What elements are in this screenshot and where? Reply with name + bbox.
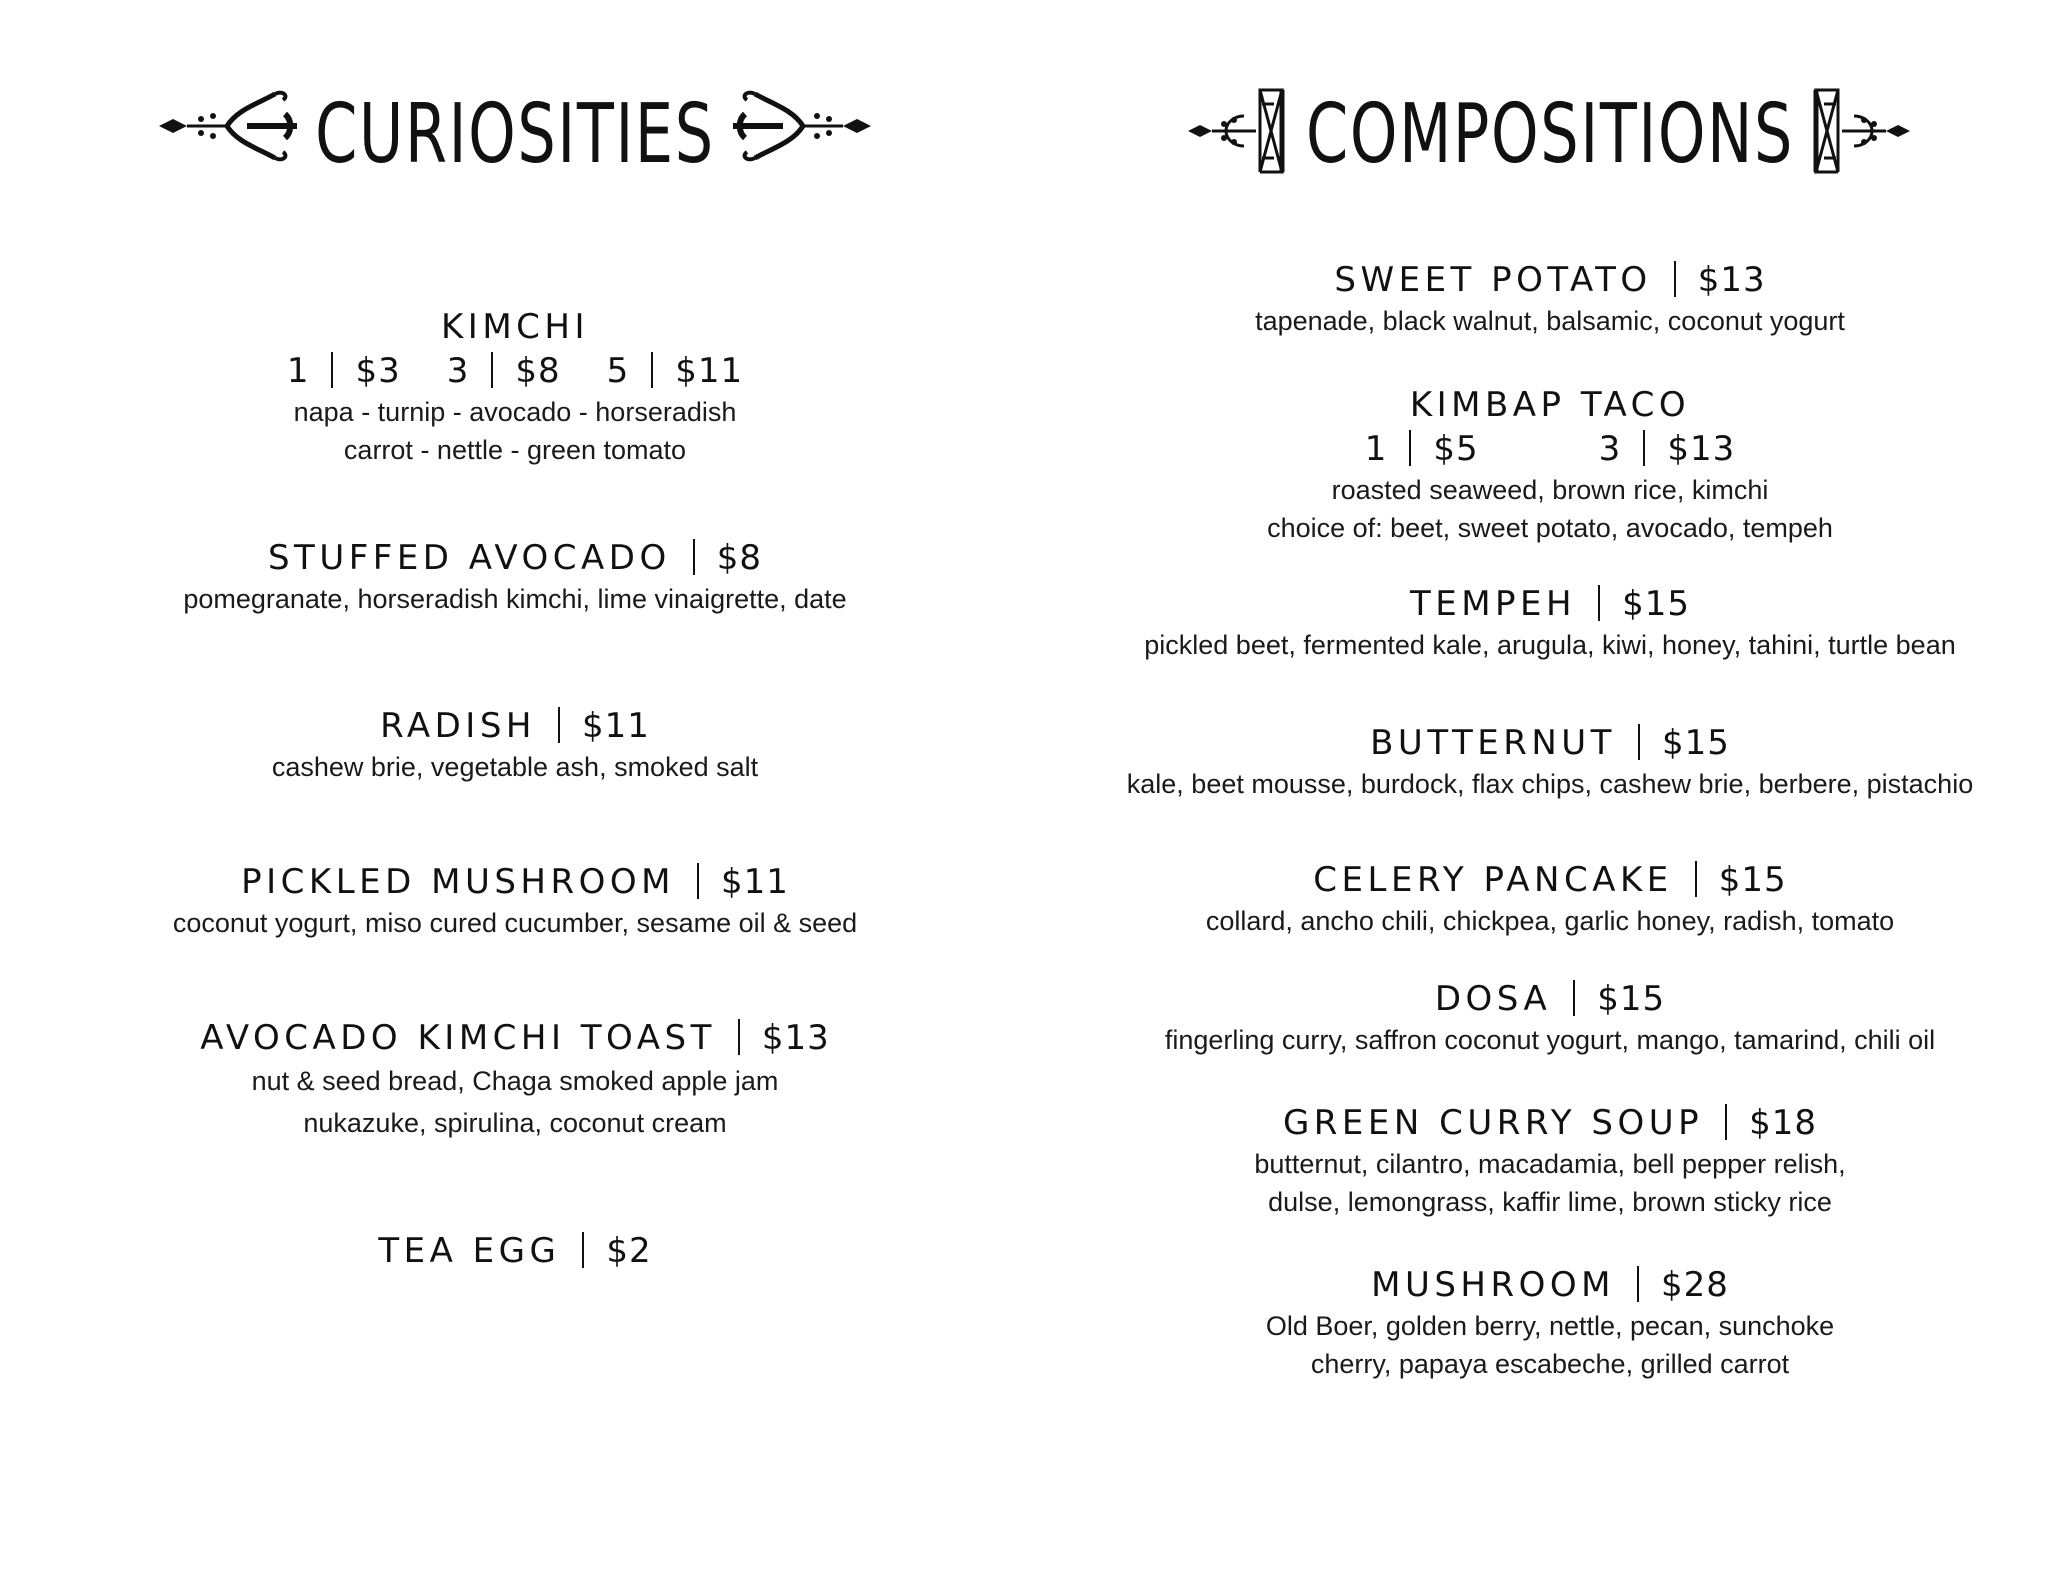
price-tier: 5 $11 <box>606 351 744 391</box>
menu-item-mushroom <box>1110 1263 1990 1383</box>
menu-item-green-curry-soup <box>1110 1101 1990 1221</box>
item-name: BUTTERNUT <box>1370 723 1616 763</box>
item-price: $13 <box>1697 260 1766 300</box>
compositions-title: COMPOSITIONS <box>1305 87 1795 182</box>
item-name: CELERY PANCAKE <box>1313 860 1673 900</box>
compositions-header <box>1110 80 1990 190</box>
menu-item-kimchi <box>140 305 890 469</box>
menu-item-kimbap-taco <box>1110 383 1990 547</box>
item-name: AVOCADO KIMCHI TOAST <box>200 1018 716 1058</box>
item-name: GREEN CURRY SOUP <box>1282 1103 1704 1143</box>
item-name: TEA EGG <box>378 1231 561 1271</box>
item-description: roasted seaweed, brown rice, kimchi <box>1331 475 1769 505</box>
item-description: cashew brie, vegetable ash, smoked salt <box>271 752 759 782</box>
item-price: $15 <box>1622 584 1691 624</box>
menu-item-dosa <box>1110 977 1990 1059</box>
item-description: carrot - nettle - green tomato <box>343 435 687 465</box>
curiosities-header <box>140 80 890 190</box>
item-name: KIMBAP TACO <box>1409 385 1691 425</box>
item-name: RADISH <box>380 706 536 746</box>
menu-item-tempeh <box>1110 582 1990 664</box>
item-description: butternut, cilantro, macadamia, bell pepper relish, <box>1254 1149 1846 1179</box>
menu-item-sweet-potato <box>1110 258 1990 340</box>
menu-item-stuffed-avocado <box>140 536 890 618</box>
item-description: choice of: beet, sweet potato, avocado, tempeh <box>1267 513 1833 543</box>
item-price: $13 <box>761 1018 830 1058</box>
item-description: collard, ancho chili, chickpea, garlic honey, radish, tomato <box>1205 906 1895 936</box>
item-description: pomegranate, horseradish kimchi, lime vinaigrette, date <box>183 584 847 614</box>
item-name: TEMPEH <box>1409 584 1577 624</box>
item-description: pickled beet, fermented kale, arugula, kiwi, honey, tahini, turtle bean <box>1144 630 1956 660</box>
item-description: tapenade, black walnut, balsamic, coconut yogurt <box>1255 306 1845 336</box>
item-description: fingerling curry, saffron coconut yogurt, mango, tamarind, chili oil <box>1164 1025 1936 1055</box>
item-price: $11 <box>720 862 789 902</box>
price-tier: 1 $3 <box>286 351 401 391</box>
item-price: $15 <box>1597 979 1666 1019</box>
item-name: STUFFED AVOCADO <box>267 538 671 578</box>
item-price: $11 <box>581 706 650 746</box>
curiosities-title: CURIOSITIES <box>315 87 715 182</box>
item-description: nut & seed bread, Chaga smoked apple jam <box>251 1066 779 1096</box>
menu-item-celery-pancake <box>1110 858 1990 940</box>
menu-item-butternut <box>1110 721 1990 803</box>
item-description: coconut yogurt, miso cured cucumber, sesame oil & seed <box>172 908 858 938</box>
item-description: kale, beet mousse, burdock, flax chips, cashew brie, berbere, pistachio <box>1126 769 1974 799</box>
menu-item-avocado-kimchi-toast <box>140 1016 890 1144</box>
pricing-row <box>140 349 890 393</box>
pricing-row <box>1110 427 1990 471</box>
menu-item-tea-egg <box>140 1229 890 1273</box>
price-tier: 1 $5 <box>1364 429 1479 469</box>
item-name: DOSA <box>1434 979 1552 1019</box>
menu-item-radish <box>140 704 890 786</box>
item-name: SWEET POTATO <box>1334 260 1652 300</box>
geometric-ornament-right-icon <box>1812 86 1912 176</box>
item-price: $15 <box>1661 723 1730 763</box>
item-description: nukazuke, spirulina, coconut cream <box>303 1108 727 1138</box>
price-tier: 3 $13 <box>1598 429 1736 469</box>
item-name: MUSHROOM <box>1371 1265 1615 1305</box>
item-price: $8 <box>716 538 763 578</box>
item-description: napa - turnip - avocado - horseradish <box>293 397 737 427</box>
item-price: $18 <box>1749 1103 1818 1143</box>
item-description: Old Boer, golden berry, nettle, pecan, sunchoke <box>1265 1311 1835 1341</box>
menu-item-pickled-mushroom <box>140 860 890 942</box>
item-price: $15 <box>1718 860 1787 900</box>
item-price: $28 <box>1660 1265 1729 1305</box>
item-name: PICKLED MUSHROOM <box>241 862 675 902</box>
item-price: $2 <box>606 1231 652 1271</box>
item-description: dulse, lemongrass, kaffir lime, brown sticky rice <box>1268 1187 1832 1217</box>
flourish-right-icon <box>728 86 873 166</box>
price-tier: 3 $8 <box>446 351 561 391</box>
item-name: KIMCHI <box>441 307 589 347</box>
item-description: cherry, papaya escabeche, grilled carrot <box>1310 1349 1790 1379</box>
